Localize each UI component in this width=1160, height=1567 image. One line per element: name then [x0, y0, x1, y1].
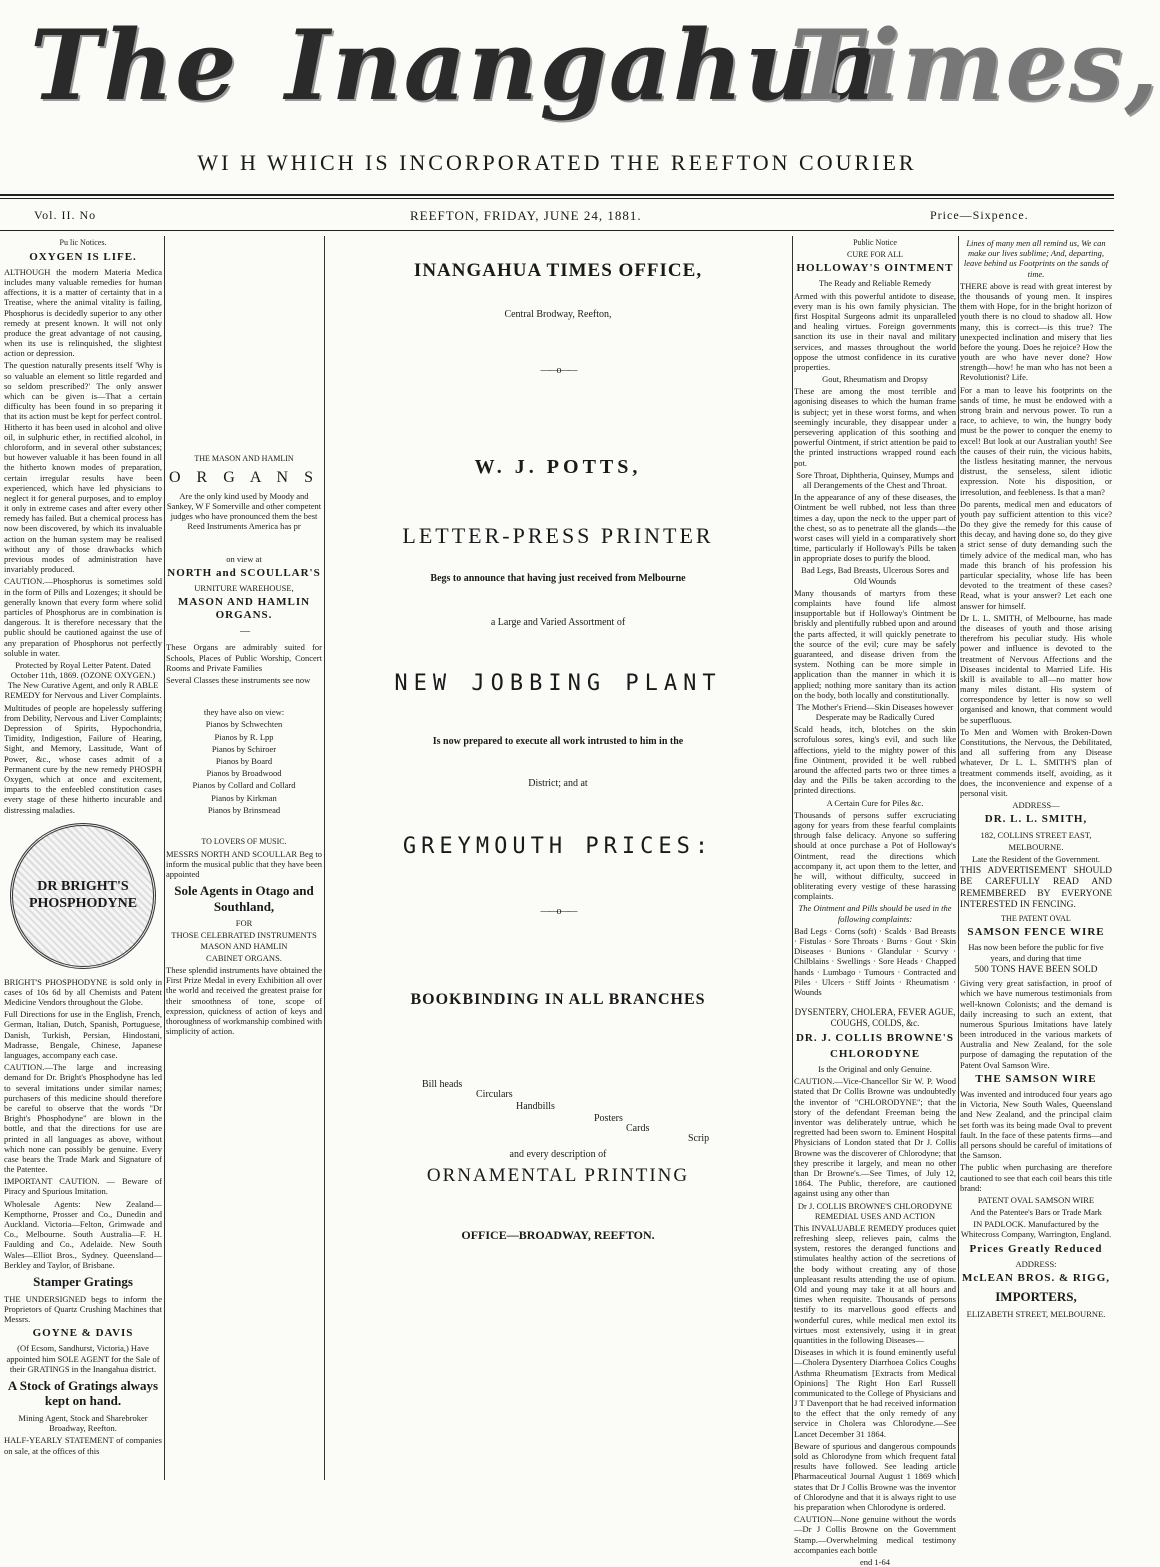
- ad-text: Thousands of persons suffer excruciating agony for years from these fearful complaints through false delicacy. Anyone so suffering should at once purchase a Pot of Holloway's Ointment, read the directions which accompany it, act upon them to the letter, and he will, without difficulty, succeed in obliterating every vestige of these harassing complaints.: [794, 809, 956, 902]
- ad-title: McLEAN BROS. & RIGG,: [961, 1272, 1111, 1285]
- ad-text: Full Directions for use in the English, French, German, Italian, Dutch, Spanish, Portuguese, Danish, Turkish, Persian, Hindostani, Madrasse, Bengale, Chinese, Japanese languages, accompany each case.: [4, 1009, 162, 1061]
- ad-text: Dr L. L. SMITH, of Melbourne, has made the diseases of youth and those arising therefrom his peculiar study. His whole power and influence is devoted to the treatment of Nervous Affections and the Diseases incidental to Married Life. His skill is available to all—no matter how many miles distant. His system of correspondence by letter is now so well organised and known, that comment would be superfluous.: [960, 612, 1112, 725]
- ad-text: IMPORTANT CAUTION. — Beware of Piracy and Spurious Imitation.: [4, 1176, 162, 1197]
- printer-trade: LETTER-PRESS PRINTER: [402, 522, 714, 548]
- divider-dash: ——o——: [540, 364, 576, 376]
- ad-text: Are the only kind used by Moody and Sankey, W F Somerville and other competent judges who have pronounced them the best Reed Instruments America has pr: [166, 490, 322, 532]
- piano-item: Pianos by Schwechten: [205, 719, 283, 730]
- ad-text: District; and at: [528, 777, 588, 789]
- ad-title: Stamper Gratings: [33, 1273, 133, 1289]
- ad-subhead: Sore Throat, Diphtheria, Quinsey, Mumps and all Derangements of the Chest and Throat.: [796, 469, 954, 490]
- piano-item: Pianos by Board: [215, 755, 273, 766]
- ad-text: THERE above is read with great interest by the thousands of young men. It inspires them with Hope, for in the bright horizon of youth there is no cloud to shadow all. How many, this is correct—is this true? The unexpected inclination and misery that lies before the young. Does he rejoice? How the youth are who have never done? How strength—how! he man who has not been a Revolutionist? Life.: [960, 280, 1112, 383]
- ad-text: For a man to leave his footprints on the sands of time, he must be endowed with a strong brain and nervous power. To run a race, to achieve, to win, the hungry body must be the power to conquer the enemy to excel! But look at our Australian youth! See the causes of their ruin, the vicious habits, the listless hesitating manner, the nervous distrust, the senseless, silent idiotic expression. Note his disposition, or irresolution, and feebleness. Is that a man?: [960, 384, 1112, 497]
- divider-dash: ——o——: [540, 905, 576, 917]
- ad-text: Do parents, medical men and educators of youth pay sufficient attention to this vice? Do they give the remedy for this cause of this decay, and having done so, do they give a strict sense of duty demanding such the timely advice of the medical man, who has made this branch of his profession his particular speciality, whose life has been devoted to the treatment of these cases? Read, what is your answer? Let each one answer for himself.: [960, 498, 1112, 611]
- ad-text: The question naturally presents itself 'Why is so valuable an element so little regarded and so seldom prescribed?' The only answer which can be given is—That a certain difficulty has been found in so preparing it that its action must be kept for perfect control. Hitherto it has been used in alcohol and olive oil, in sulphuric ether, in rectified alcohol, in chloroform, and in several other substances; but however valuable it has been found in all the hitherto known modes of preparation, certain irregular results have been experienced, which have led physicians to neglect it for general purposes, and to employ it only in extreme cases and after every other remedy has failed. But a chemical process has now been discovered, by which its invaluable action on the human system may be realised without any of those drawbacks which previous modes of administration have invariably produced.: [4, 360, 162, 575]
- ad-text: And the Patentee's Bars or Trade Mark: [970, 1207, 1102, 1218]
- print-item: Cards: [626, 1123, 650, 1135]
- ad-text: Many thousands of martyrs from these complaints have found life almost insupportable but if Holloway's Ointment be briskly and plentifully rubbed upon and around the parts affected, it will quickly penetrate to the source of the evil; cure may be safely guaranteed, and disease driven from the system. Nothing can be more simple in application than the manner in which it is applied; nothing more sanitary than its action on the body, both locally and constitutionally.: [794, 587, 956, 700]
- spacer: [166, 534, 322, 552]
- ad-subhead: Gout, Rheumatism and Dropsy: [822, 374, 928, 385]
- ad-text: Lines of many men all remind us, We can make our lives sublime; And, departing, leave behind us Footprints on the sands of time.: [963, 238, 1109, 279]
- ad-title: CHLORODYNE: [829, 1047, 921, 1060]
- office-address: Central Brodway, Reefton,: [504, 308, 612, 320]
- ad-title: SAMSON FENCE WIRE: [967, 926, 1105, 939]
- ad-text: The public when purchasing are therefore cautioned to see that each coil bears this title brand:: [960, 1162, 1112, 1193]
- ad-subhead: Bad Legs, Bad Breasts, Ulcerous Sores and Old Wounds: [801, 565, 949, 586]
- ad-title: THE SAMSON WIRE: [975, 1072, 1097, 1085]
- column-divider: [324, 236, 325, 1480]
- ad-heading: THE PATENT OVAL: [1001, 913, 1071, 923]
- ad-text: ALTHOUGH the modern Materia Medica includes many valuable remedies for human affections, it is a matter of certainty that in a Treatise, where the animal vitality is failing, Phosphorus is decidedly superior to any other remedy at present known. It will not only produce the great advantage of not causing, when its use is relinquished, the slightest action or depression.: [4, 266, 162, 359]
- dateline: [0, 204, 1114, 226]
- masthead: [0, 0, 1160, 200]
- ad-heading: 500 TONS HAVE BEEN SOLD: [974, 964, 1098, 975]
- ad-title: O R G A N S: [168, 468, 320, 486]
- ad-text: and every description of: [509, 1149, 607, 1161]
- ornamental-printing: ORNAMENTAL PRINTING: [426, 1165, 690, 1187]
- ad-title: DR. J. COLLIS BROWNE'S: [795, 1031, 954, 1044]
- ad-text: Was invented and introduced four years ago in Victoria, New South Wales, Queensland and New Zealand, and the principal claim set forth was its being made Oval to prevent fault. In the face of these patents firms—and all persons should be careful of imitations of the Samson.: [960, 1089, 1112, 1161]
- piano-item: Pianos by Collard and Collard: [192, 780, 296, 791]
- greymouth-prices: GREYMOUTH PRICES:: [402, 833, 714, 859]
- ad-text: Diseases in which it is found eminently useful—Cholera Dysentery Diarrhoea Colics Coughs Asthma Rheumatism [Extracts from Medical Opinions] The Right Hon Earl Russell communicated to the College of Physicians and J T Davenport that he had received information to the effect that the only remedy of any service in Cholera was Chlorodyne.—See Lancet December 31 1864.: [794, 1347, 956, 1439]
- ad-text: CAUTION.—The large and increasing demand for Dr. Bright's Phosphodyne has led to several imitations under similar names; purchasers of this medicine should therefore be careful to observe that the words "Dr Bright's Phosphodyne" are blown in the bottle, and that the directions for use are printed in all languages as above, without which none can possibly be genuine. Every case bears the Trade Mark and Signature of the Patentee.: [4, 1062, 162, 1175]
- jobbing-plant: NEW JOBBING PLANT: [394, 671, 722, 697]
- ad-text: Multitudes of people are hopelessly suffering from Debility, Nervous and Liver Complaints; Depression of Spirits, Hypochondria, Timidity, Indigestion, Failure of Hearing, Sight, and Memory, Lassitude, Want of Power, &c., whose cases admit of a Permanent cure by the new remedy PHOSPH Oxygen, which at once and excitement, imparts to the enfeebled constitution cases every stage of these hitherto incurable and distressing maladies.: [4, 702, 162, 815]
- column-divider: [958, 236, 959, 1480]
- ad-title: Prices Greatly Reduced: [969, 1242, 1103, 1255]
- ad-text: THE UNDERSIGNED begs to inform the Proprietors of Quartz Crushing Machines that Messrs.: [4, 1293, 162, 1324]
- ad-title: Sole Agents in Otago and Southland,: [174, 883, 314, 914]
- dateline-rule: [0, 230, 1114, 231]
- title-word-times: Times,: [790, 9, 1160, 122]
- print-item: Posters: [594, 1113, 623, 1125]
- ad-title: A Stock of Gratings always kept on hand.: [7, 1377, 159, 1409]
- divider-dash: —: [240, 626, 248, 638]
- ad-text: ELIZABETH STREET, MELBOURNE.: [966, 1308, 1106, 1319]
- column-printing-office: [326, 236, 790, 1480]
- ad-text: THIS ADVERTISEMENT SHOULD BE CAREFULLY READ AND REMEMBERED BY EVERYONE INTERESTED IN FENCING.: [960, 866, 1112, 911]
- ad-text: end 1-64: [860, 1556, 890, 1567]
- spacer: [166, 817, 322, 835]
- ad-text: Armed with this powerful antidote to disease, every man is his own family physician. The first Hospital Surgeons admit its unparalleled and healing virtues. Foreign governments sanction its use in their naval and military services, and masses throughout the world oppose the utmost confidence in its curative properties.: [794, 290, 956, 372]
- ad-subhead: The Mother's Friend—Skin Diseases however Desperate may be Radically Cured: [796, 701, 954, 723]
- ad-text: Is now prepared to execute all work intrusted to him in the: [432, 735, 684, 747]
- ad-heading: DYSENTERY, CHOLERA, FEVER AGUE, COUGHS, COLDS, &c.: [794, 1007, 956, 1028]
- piano-item: Pianos by Kirkman: [211, 792, 277, 803]
- ad-subhead: The Ointment and Pills should be used in the following complaints:: [798, 903, 952, 924]
- ad-text: ADDRESS:: [1015, 1258, 1057, 1269]
- ad-subhead: A Certain Cure for Piles &c.: [826, 797, 924, 808]
- ad-text: FOR: [235, 918, 253, 929]
- office-footer: OFFICE—BROADWAY, REEFTON.: [461, 1227, 655, 1242]
- ad-text: THOSE CELEBRATED INSTRUMENTS MASON AND HAMLIN: [171, 930, 317, 951]
- trademark-seal: [10, 823, 156, 969]
- ad-text: Scald heads, itch, blotches on the skin scrofulous sores, king's evil, and such like affections, yield to the mighty power of this fine Ointment, provided it be well rubbed around the affected parts two or three times a day and the Pills be taken according to the printed directions.: [794, 724, 956, 796]
- date-place: REEFTON, FRIDAY, JUNE 24, 1881.: [410, 208, 642, 223]
- ad-text: These Organs are admirably suited for Schools, Places of Public Worship, Concert Rooms and Private Families: [166, 642, 322, 673]
- ad-title: OXYGEN IS LIFE.: [29, 250, 137, 263]
- print-item: Circulars: [476, 1089, 513, 1101]
- ad-title: DR. L. L. SMITH,: [984, 813, 1088, 826]
- ad-text: Late the Resident of the Government.: [972, 853, 1100, 864]
- title-word-inangahua: Inangahua: [285, 9, 881, 122]
- ad-text: URNITURE WAREHOUSE,: [194, 582, 294, 593]
- column-divider: [792, 236, 793, 1480]
- ad-text: (Of Ecsom, Sandhurst, Victoria,) Have appointed him SOLE AGENT for the Sale of their GRATINGS in the Inangahua district.: [6, 1343, 160, 1374]
- ad-title: MASON AND HAMLIN ORGANS.: [177, 596, 311, 622]
- ad-text: a Large and Varied Assortment of: [490, 617, 626, 629]
- ad-text: CAUTION—None genuine without the words—Dr J Collis Browne on the Government Stamp.—Overwhelming medical testimony accompanies each bottle: [794, 1514, 956, 1555]
- volume-number: Vol. II. No: [34, 208, 97, 222]
- column-public-notices: [4, 236, 162, 1480]
- ad-text: PATENT OVAL SAMSON WIRE: [977, 1194, 1095, 1205]
- print-item: Handbills: [516, 1101, 555, 1113]
- print-item: Bill heads: [422, 1079, 463, 1091]
- ad-text: Has now been before the public for five years, and during that time: [968, 942, 1104, 963]
- masthead-subtitle: WI H WHICH IS INCORPORATED THE REEFTON COURIER: [197, 150, 917, 175]
- seal-text: DR BRIGHT'S PHOSPHODYNE: [28, 878, 138, 911]
- piano-item: Pianos by R. Lpp: [214, 731, 274, 742]
- ad-text: Giving very great satisfaction, in proof of which we have numerous testimonials from well-known Colonists; and the demand is daily increasing to such an extent, that numerous Spurious Imitations have lately been introduced in the various markets of Australia and New Zealand, for the sole purpose of damaging the reputation of the Patent Oval Samson Wire.: [960, 978, 1112, 1070]
- ad-title: IMPORTERS,: [995, 1289, 1077, 1305]
- ad-heading: THE MASON AND HAMLIN: [194, 454, 294, 463]
- top-rule-thin: [0, 198, 1114, 199]
- top-rule: [0, 194, 1114, 196]
- piano-item: Pianos by Broadwood: [206, 768, 282, 779]
- ad-text: CAUTION.—Vice-Chancellor Sir W. P. Wood stated that Dr Collis Browne was undoubtedly the inventor of "CHLORODYNE"; that the story of the defendant Freeman being the inventor was deliberately untrue, which he regretted had been sworn to. Eminent Hospital Physicians of London stated that Dr J. Collis Browne was the discoverer of Chlorodyne; that they prescribe it largely, and mean no other than Dr Browne's.—See Times, of July 12, 1864. The Public, therefore, are cautioned against using any other than: [794, 1076, 956, 1199]
- ad-text: Beware of spurious and dangerous compounds sold as Chlorodyne from which frequent fatal results have followed. See leading article Pharmaceutical Journal August 1 1869 which states that Dr J Collis Browne was the inventor of Chlorodyne and that it is always right to use his preparation when Chlorodyne is ordered.: [794, 1440, 956, 1512]
- ad-title: GOYNE & DAVIS: [32, 1327, 134, 1340]
- ad-text: they have also on view:: [203, 707, 285, 718]
- ad-text: Protected by Royal Letter Patent. Dated October 11th, 1869. (OZONE OXYGEN.) The New Curative Agent, and only R ABLE REMEDY for Nervous and Liver Complaints.: [4, 659, 162, 701]
- ad-subhead: Dr J. COLLIS BROWNE'S CHLORODYNE REMEDIAL USES AND ACTION: [797, 1200, 953, 1221]
- ad-text: These are among the most terrible and agonising diseases to which the human frame is subject; yet in these worst forms, and when seemingly incurable, they disappear under a persevering application of this soothing and powerful Ointment, if strict attention be paid to the printed instructions wrapped round each pot.: [794, 386, 956, 468]
- print-item: Scrip: [688, 1133, 710, 1145]
- piano-item: Pianos by Schiroer: [211, 743, 277, 754]
- ad-text: Is the Original and only Genuine.: [818, 1064, 932, 1075]
- column-heading: Pu lic Notices.: [59, 238, 107, 247]
- price: Price—Sixpence.: [930, 208, 1029, 222]
- complaint-list: Bad Legs · Corns (soft) · Scalds · Bad Breasts · Fistulas · Sore Throats · Burns · Gout · Skin Diseases · Bunions · Glandular · Scurvy · Chilblains · Swellings · Sore Heads · Chapped hands · Lumbago · Tumours · Contracted and Piles · Ulcers · Stiff Joints · Rheumatism · Wounds: [794, 925, 956, 997]
- ad-text: MELBOURNE.: [1008, 841, 1064, 852]
- column-heading: Public Notice: [853, 238, 897, 247]
- ad-text: CAUTION.—Phosphorus is sometimes sold in the form of Pills and Lozenges; it should be generally known that every form where solid particles of Phosphorus are in combination is dangerous. It is therefore necessary that the public should be cautioned against the use of any preparation of Phosphorus not perfectly soluble in water.: [4, 576, 162, 658]
- title-word-the: The: [30, 9, 239, 122]
- ad-text: Several Classes these instruments see now: [166, 675, 311, 686]
- piano-item: Pianos by Brinsmead: [207, 804, 281, 815]
- printer-name: W. J. POTTS,: [474, 455, 642, 478]
- ad-text: HALF-YEARLY STATEMENT of companies on sale, at the offices of this: [4, 1435, 162, 1456]
- print-items: [326, 1079, 790, 1145]
- ad-text: Wholesale Agents: New Zealand—Kempthorne, Prosser and Co., Dunedin and Auckland. Victoria—Felton, Grimwade and Co., Melbourne. South Australia—F. H. Faulding and Co., Adelaide. New South Wales—Elliot Bros., Sydney. Queensland—Berkley and Taylor, of Brisbane.: [4, 1198, 162, 1270]
- ad-text: ADDRESS—: [1012, 800, 1060, 811]
- ad-text: These splendid instruments have obtained the First Prize Medal in every Exhibition all over the world and received the greatest praise for their smoothness of tone, scope of expression, quickness of action of keys and thoroughness of workmanship combined with simplicity of action.: [166, 965, 322, 1037]
- ad-text: on view at: [226, 553, 262, 564]
- ad-text: BRIGHT'S PHOSPHODYNE is sold only in cases of 10s 6d by all Chemists and Patent Medicine Vendors throughout the Globe.: [4, 976, 162, 1008]
- ad-text: MESSRS NORTH AND SCOULLAR Beg to inform the musical public that they have been appointed: [166, 848, 322, 879]
- ad-text: Begs to announce that having just received from Melbourne: [430, 573, 686, 585]
- column-smith-samson: [960, 236, 1112, 1480]
- ad-text: In the appearance of any of these diseases, the Ointment be well rubbed, not less than three times a day, upon the neck to the upper part of the chest, so as to penetrate all the glands—the worst cases will yield in a comparatively short time, particularly if Holloway's Pills be taken in appropriate doses to purify the blood.: [794, 492, 956, 564]
- bookbinding: BOOKBINDING IN ALL BRANCHES: [410, 990, 706, 1008]
- spacer: [166, 687, 322, 705]
- ad-text: This INVALUABLE REMEDY produces quiet refreshing sleep, relieves pain, calms the system, restores the deranged functions and stimulates healthy action of the secretions of the body without creating any of those unpleasant results attending the use of opium. Old and young may take it at all hours and times when requisite. Thousands of persons testify to its marvellous good effects and wonderful cures, while medical men extol its virtues most extensively, using it in great quantities in the following Diseases—: [794, 1222, 956, 1345]
- column-organs: [166, 236, 322, 1480]
- ad-text: Mining Agent, Stock and Sharebroker Broadway, Reefton.: [18, 1413, 148, 1434]
- ad-title: HOLLOWAY'S OINTMENT: [796, 262, 954, 275]
- column-holloway: [794, 236, 956, 1567]
- ad-text: IN PADLOCK. Manufactured by the Whitecross Company, Warrington, England.: [960, 1219, 1112, 1240]
- ad-text: The Ready and Reliable Remedy: [818, 278, 932, 289]
- ad-text: CABINET ORGANS.: [206, 952, 282, 963]
- ad-text: To Men and Women with Broken-Down Constitutions, the Nervous, the Debilitated, and all suffering from any Disease whatever, Dr L. L. SMITH'S plan of treatment commends itself, avoiding, as it does, the inconvenience and expense of a personal visit.: [960, 726, 1112, 798]
- ad-heading: TO LOVERS OF MUSIC.: [201, 836, 287, 846]
- ad-title: NORTH and SCOULLAR'S: [167, 566, 321, 579]
- office-title: INANGAHUA TIMES OFFICE,: [413, 260, 703, 281]
- ad-heading: CURE FOR ALL: [846, 249, 903, 259]
- ad-text: 182, COLLINS STREET EAST,: [980, 829, 1092, 840]
- column-divider: [164, 236, 165, 1480]
